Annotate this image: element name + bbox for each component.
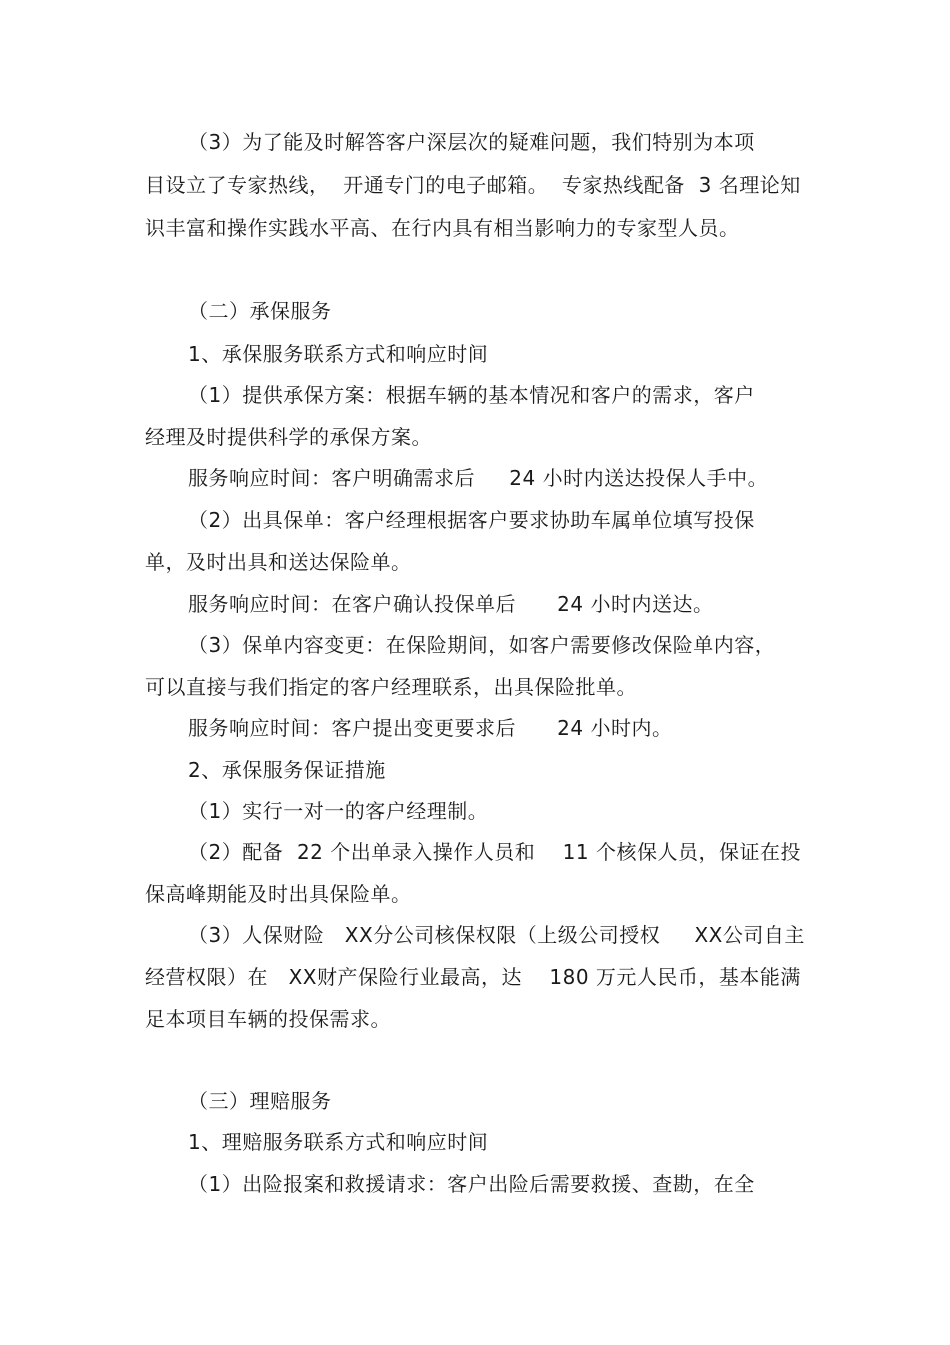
text-line: 目设立了专家热线， 开通专门的电子邮箱。 专家热线配备 3 名理论知 xyxy=(145,173,801,197)
text-line: 单，及时出具和送达保险单。 xyxy=(145,550,412,574)
text-line: 可以直接与我们指定的客户经理联系，出具保险批单。 xyxy=(145,675,637,699)
text-line: 足本项目车辆的投保需求。 xyxy=(145,1007,391,1031)
text-line: （3）为了能及时解答客户深层次的疑难问题，我们特别为本项 xyxy=(188,130,755,154)
subsection-heading: 2、承保服务保证措施 xyxy=(188,758,386,782)
text-line: （3）保单内容变更：在保险期间，如客户需要修改保险单内容， xyxy=(188,633,776,657)
text-line: 经理及时提供科学的承保方案。 xyxy=(145,425,432,449)
text-line: （1）提供承保方案：根据车辆的基本情况和客户的需求，客户 xyxy=(188,383,755,407)
text-line: 服务响应时间：客户提出变更要求后 24 小时内。 xyxy=(188,716,673,740)
text-line: （1）出险报案和救援请求：客户出险后需要救援、查勘，在全 xyxy=(188,1172,755,1196)
text-line: （3）人保财险 XX分公司核保权限（上级公司授权 XX公司自主 xyxy=(188,923,805,947)
text-line: 识丰富和操作实践水平高、在行内具有相当影响力的专家型人员。 xyxy=(145,216,740,240)
text-line: （1）实行一对一的客户经理制。 xyxy=(188,799,489,823)
text-line: 服务响应时间：客户明确需求后 24 小时内送达投保人手中。 xyxy=(188,466,769,490)
subsection-heading: 1、承保服务联系方式和响应时间 xyxy=(188,342,489,366)
text-line: 保高峰期能及时出具保险单。 xyxy=(145,882,412,906)
text-line: （2）出具保单：客户经理根据客户要求协助车属单位填写投保 xyxy=(188,508,755,532)
subsection-heading: 1、理赔服务联系方式和响应时间 xyxy=(188,1130,489,1154)
text-line: （2）配备 22 个出单录入操作人员和 11 个核保人员，保证在投 xyxy=(188,840,801,864)
text-line: 服务响应时间：在客户确认投保单后 24 小时内送达。 xyxy=(188,592,714,616)
section-heading: （三）理赔服务 xyxy=(188,1089,332,1113)
section-heading: （二）承保服务 xyxy=(188,299,332,323)
text-line: 经营权限）在 XX财产保险行业最高，达 180 万元人民币，基本能满 xyxy=(145,965,801,989)
